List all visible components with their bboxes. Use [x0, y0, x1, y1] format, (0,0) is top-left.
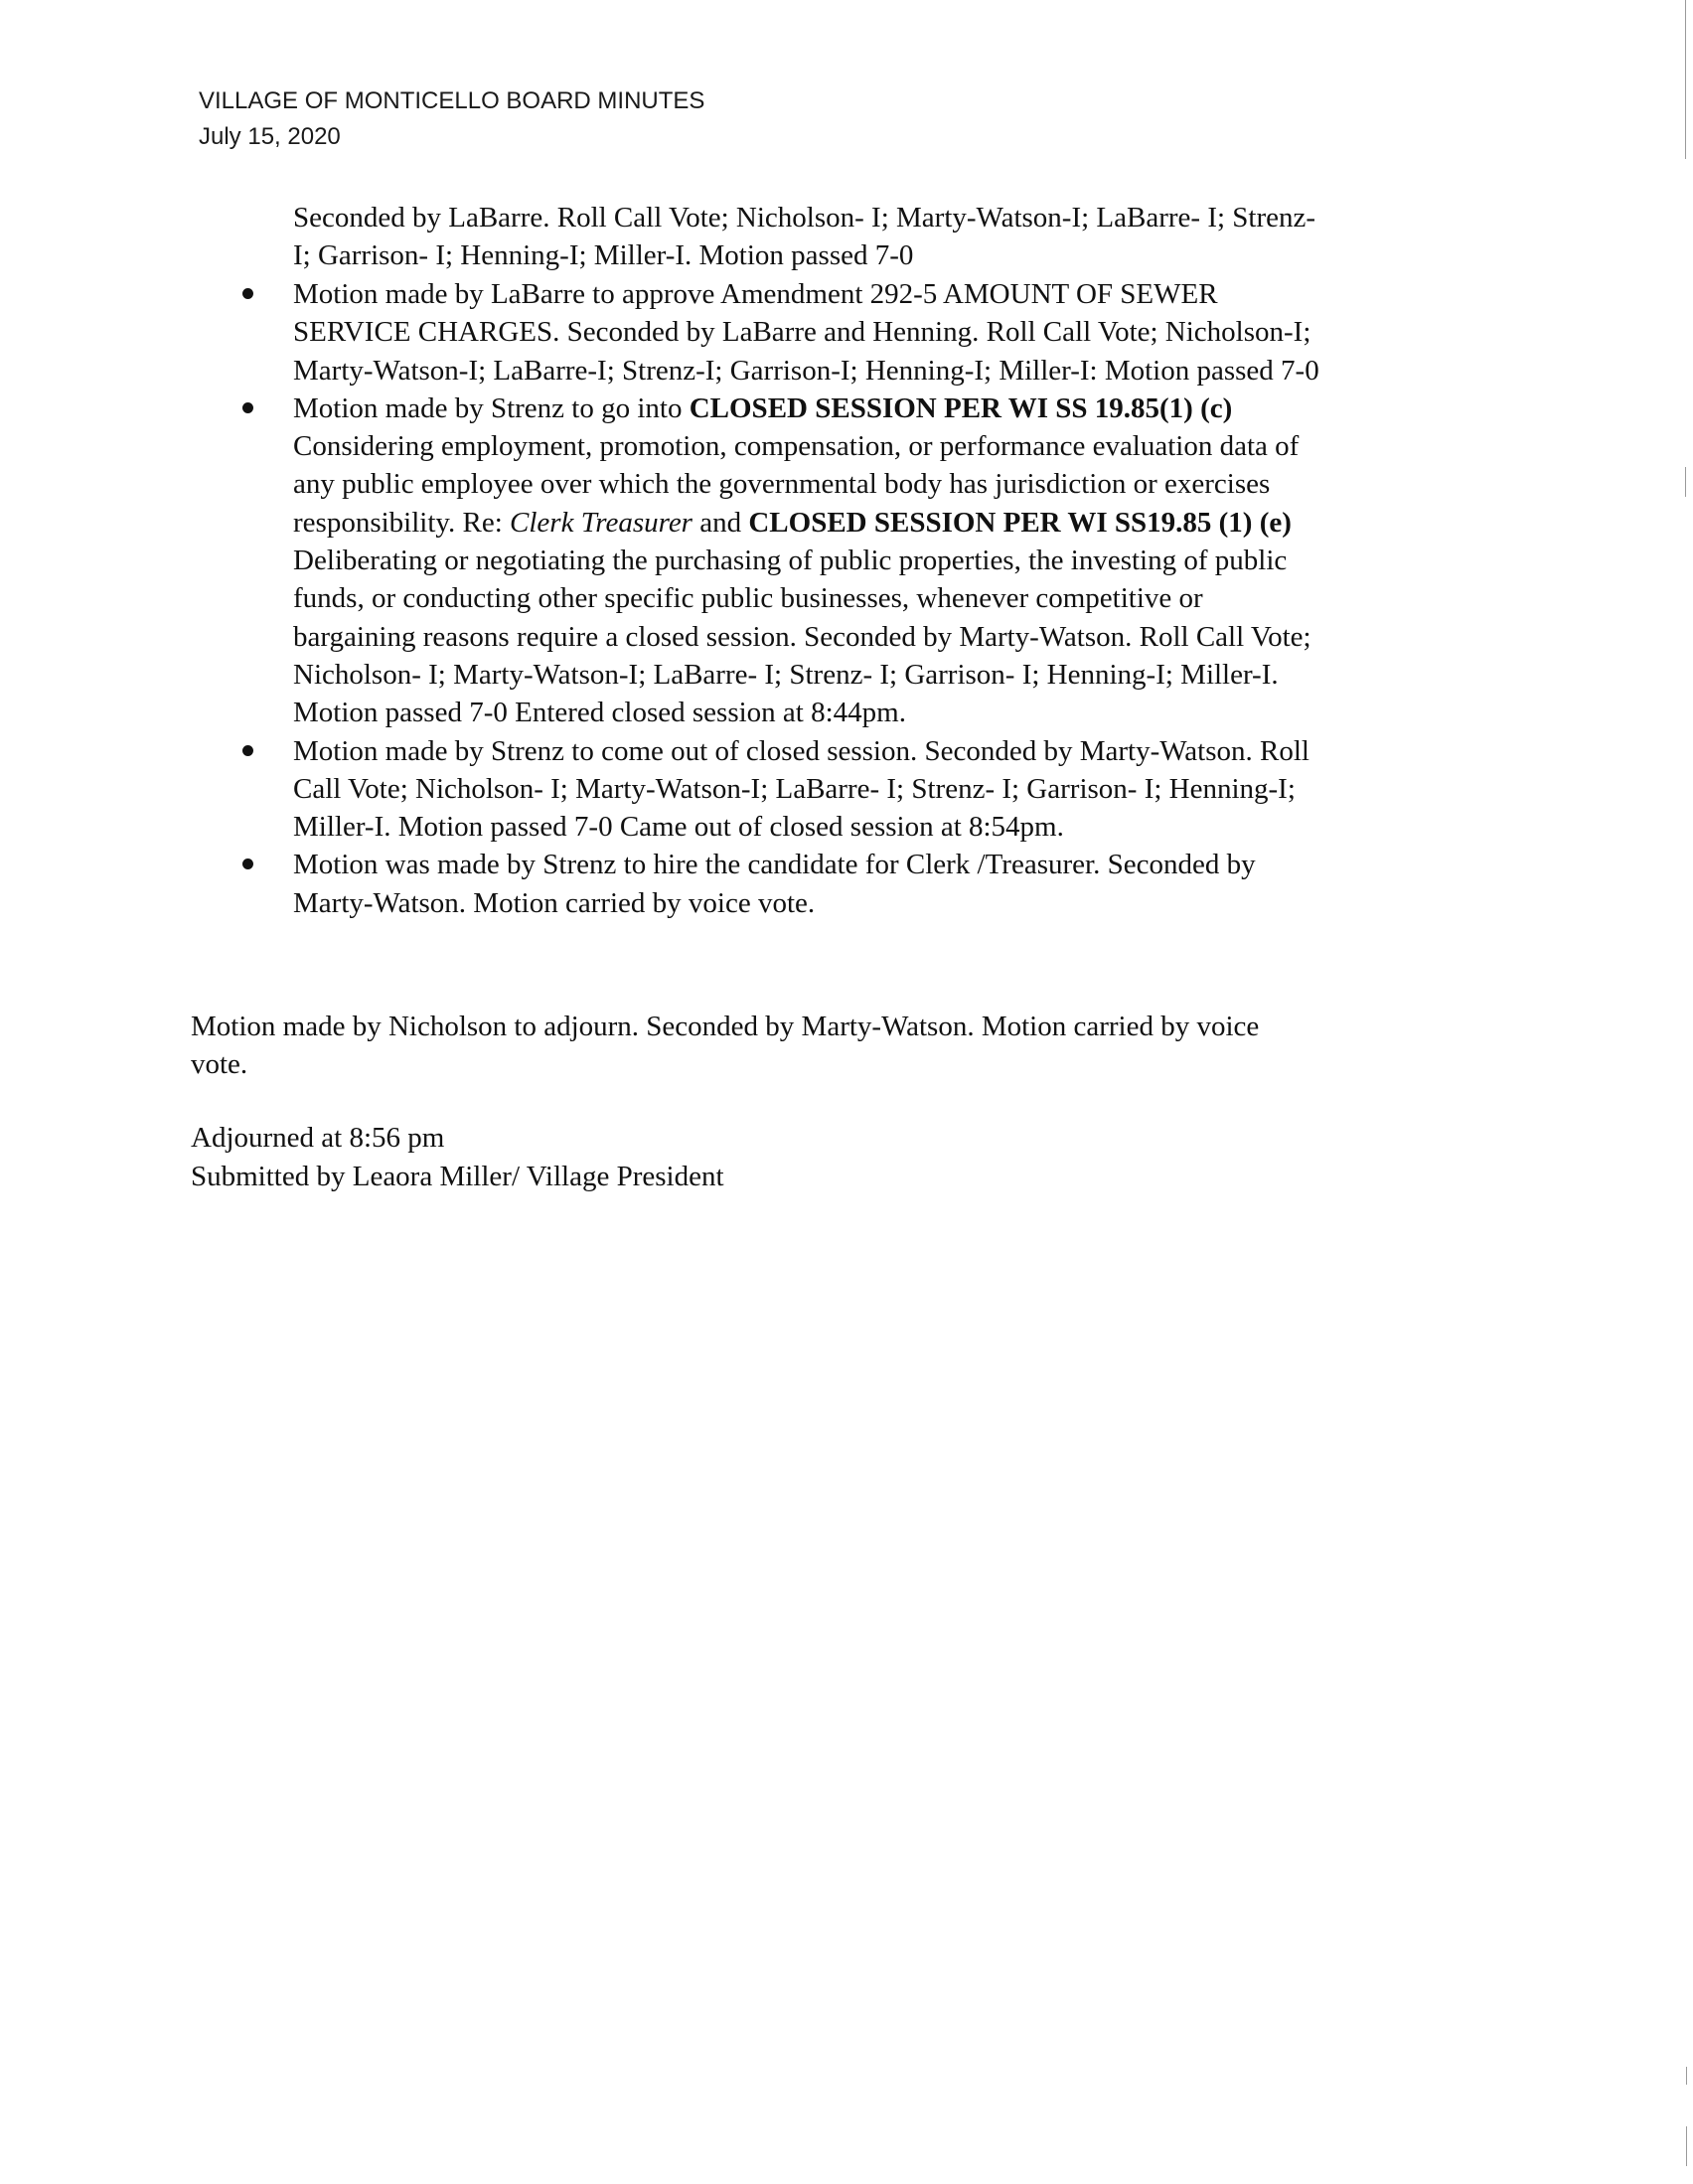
bullet-icon [242, 402, 253, 413]
text-span: Motion made by Strenz to go into [293, 391, 690, 424]
scan-edge-mark [1686, 2067, 1687, 2085]
text-line: Marty-Watson-I; LaBarre-I; Strenz-I; Garrison-I; Henning-I; Miller-I: Motion passed 7-0 [293, 354, 1319, 387]
text-span: responsibility. Re: [293, 506, 511, 539]
text-line: Deliberating or negotiating the purchasing of public properties, the investing of public [293, 545, 1288, 577]
submitted-by: Submitted by Leaora Miller/ Village President [191, 1161, 724, 1192]
text-line: Motion made by Strenz to come out of closed session. Seconded by Marty-Watson. Roll [293, 734, 1309, 767]
text-line: Call Vote; Nicholson- I; Marty-Watson-I; LaBarre- I; Strenz- I; Garrison- I; Henning-I; [293, 772, 1296, 805]
bullet-icon [242, 858, 253, 869]
text-line: Motion made by Nicholson to adjourn. Seconded by Marty-Watson. Motion carried by voice [191, 1011, 1260, 1042]
text-line: funds, or conducting other specific public businesses, whenever competitive or [293, 582, 1203, 615]
motion-item-exit-closed-session [293, 732, 1505, 847]
text-line: Miller-I. Motion passed 7-0 Came out of closed session at 8:54pm. [293, 811, 1064, 844]
text-line: any public employee over which the governmental body has jurisdiction or exercises [293, 468, 1271, 501]
continued-motion-text [293, 199, 1505, 275]
scan-edge-mark [1685, 0, 1686, 159]
text-line: vote. [191, 1048, 248, 1081]
text-line: Marty-Watson. Motion carried by voice vote. [293, 886, 816, 919]
text-line: I; Garrison- I; Henning-I; Miller-I. Motion passed 7-0 [293, 239, 914, 272]
text-line: Nicholson- I; Marty-Watson-I; LaBarre- I; Strenz- I; Garrison- I; Henning-I; Miller-I. [293, 658, 1279, 691]
scan-edge-mark [1685, 467, 1686, 497]
motion-item-closed-session [293, 390, 1505, 732]
text-line [293, 390, 1505, 427]
scan-edge-mark [1686, 2126, 1687, 2166]
text-line: Motion made by LaBarre to approve Amendment 292-5 AMOUNT OF SEWER [293, 278, 1218, 310]
closed-session-statute-c: CLOSED SESSION PER WI SS 19.85(1) (c) [689, 391, 1233, 424]
motion-item-hire-clerk [293, 846, 1505, 922]
text-line: Motion was made by Strenz to hire the candidate for Clerk /Treasurer. Seconded by [293, 849, 1256, 881]
position-title: Clerk Treasurer [510, 506, 693, 539]
text-line [293, 504, 1505, 542]
motions-list [293, 275, 1505, 922]
bullet-icon [242, 745, 253, 756]
text-line: SERVICE CHARGES. Seconded by LaBarre and Henning. Roll Call Vote; Nicholson-I; [293, 316, 1311, 349]
text-line: bargaining reasons require a closed session. Seconded by Marty-Watson. Roll Call Vote; [293, 620, 1311, 653]
adjourned-time: Adjourned at 8:56 pm [191, 1122, 445, 1154]
document-header [199, 83, 704, 155]
text-line: Seconded by LaBarre. Roll Call Vote; Nicholson- I; Marty-Watson-I; LaBarre- I; Strenz- [293, 202, 1316, 234]
adjourn-motion [191, 1008, 1472, 1084]
motion-item-sewer-amendment [293, 275, 1505, 390]
document-date: July 15, 2020 [199, 123, 341, 150]
closed-session-statute-e: CLOSED SESSION PER WI SS19.85 (1) (e) [748, 506, 1292, 539]
text-span: and [692, 506, 749, 539]
text-line: Considering employment, promotion, compensation, or performance evaluation data of [293, 430, 1300, 463]
text-line: Motion passed 7-0 Entered closed session at 8:44pm. [293, 697, 906, 729]
document-title: VILLAGE OF MONTICELLO BOARD MINUTES [199, 87, 705, 114]
bullet-icon [242, 288, 253, 299]
